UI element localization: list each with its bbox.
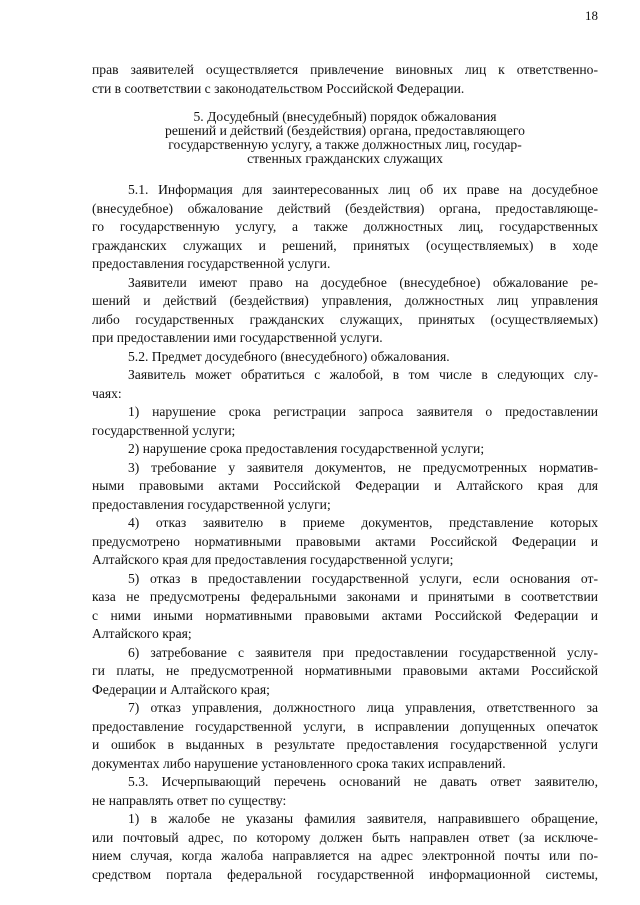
paragraph: [92, 181, 598, 274]
text-line: нием случая, когда жалоба направляется на адрес электронной почты или по-: [92, 848, 598, 863]
text-line: каза не предусмотрены федеральными законами и принятыми в соответствии: [92, 589, 598, 604]
text-line: Заявитель может обратиться с жалобой, в том числе в следующих слу-: [128, 367, 598, 382]
heading-line: государственную услугу, а также должностных лиц, государ-: [168, 137, 522, 152]
paragraph: [92, 644, 598, 700]
paragraph: [92, 699, 598, 773]
text-line: 5.1. Информация для заинтересованных лиц об их праве на досудебное: [128, 182, 598, 197]
paragraph: [92, 570, 598, 644]
text-line: прав заявителей осуществляется привлечение виновных лиц к ответственно-: [92, 62, 598, 77]
text-line: 4) отказ заявителю в приеме документов, представление которых: [128, 515, 598, 530]
text-line: с ними иными нормативными правовыми актами Российской Федерации и: [92, 607, 598, 623]
text-line: предоставления государственной услуги.: [92, 256, 331, 271]
text-line: либо государственных гражданских служащих, принятых (осуществляемых): [92, 311, 598, 327]
heading-line: решений и действий (бездействия) органа, предоставляющего: [165, 123, 525, 138]
text-line: при предоставлении ими государственной услуги.: [92, 330, 383, 345]
text-line: Федерации и Алтайского края;: [92, 681, 270, 697]
paragraph: [92, 403, 598, 440]
text-line: 1) в жалобе не указаны фамилия заявителя, направившего обращение,: [128, 811, 598, 826]
section-heading: [92, 110, 598, 166]
heading-line: ственных гражданских служащих: [247, 151, 443, 166]
text-line: Заявители имеют право на досудебное (внесудебное) обжалование ре-: [128, 274, 598, 290]
text-line: 5) отказ в предоставлении государственной услуги, если основания от-: [128, 570, 598, 586]
text-line: 3) требование у заявителя документов, не предусмотренных норматив-: [128, 459, 598, 475]
text-line: и ошибок в выданных в результате предоставления государственной услуги: [92, 737, 598, 752]
text-line: предусмотрено нормативными правовыми актами Российской Федерации и: [92, 533, 598, 549]
text-line: сти в соответствии с законодательством Российской Федерации.: [92, 80, 465, 96]
text-line: предоставление государственной услуги, в исправлении допущенных опечаток: [92, 718, 598, 734]
text-line: 6) затребование с заявителя при предоставлении государственной услу-: [128, 644, 598, 660]
page-number: 18: [585, 8, 598, 23]
text-line: не направлять ответ по существу:: [92, 792, 287, 808]
paragraph: [92, 440, 598, 459]
text-line: (внесудебное) обжалование действий (бездействия) органа, предоставляюще-: [92, 200, 598, 216]
text-line: го государственную услугу, а также должностных лиц, государственных: [92, 219, 598, 234]
text-line: ги платы, не предусмотренной нормативными правовыми актами Российской: [92, 663, 598, 678]
text-line: Алтайского края;: [92, 626, 192, 641]
text-line: 5.2. Предмет досудебного (внесудебного) обжалования.: [128, 348, 450, 364]
text-line: Алтайского края для предоставления государственной услуги;: [92, 552, 454, 567]
text-line: 2) нарушение срока предоставления государственной услуги;: [128, 441, 485, 456]
heading-line: 5. Досудебный (внесудебный) порядок обжалования: [193, 109, 497, 124]
paragraph: [92, 366, 598, 403]
section-body: [92, 181, 598, 884]
paragraph: [92, 773, 598, 810]
text-line: 7) отказ управления, должностного лица управления, ответственного за: [128, 700, 598, 715]
paragraph: [92, 810, 598, 884]
intro-paragraph: [92, 61, 598, 98]
paragraph: [92, 459, 598, 515]
paragraph: [92, 274, 598, 348]
text-line: чаях:: [92, 385, 122, 401]
text-line: гражданских служащих и решений, принятых (осуществляемых) в ходе: [92, 237, 598, 253]
text-line: предоставления государственной услуги;: [92, 496, 331, 512]
text-line: ными правовыми актами Российской Федерации и Алтайского края для: [92, 478, 598, 493]
text-line: средством портала федеральной государственной информационной системы,: [92, 866, 598, 882]
text-line: документах либо нарушение установленного срока таких исправлений.: [92, 755, 506, 771]
text-line: 1) нарушение срока регистрации запроса заявителя о предоставлении: [128, 404, 598, 419]
paragraph: [92, 348, 598, 367]
text-line: государственной услуги;: [92, 422, 236, 438]
text-line: или почтовый адрес, по которому должен быть направлен ответ (за исключе-: [92, 829, 598, 845]
text-line: шений и действий (бездействия) управления, должностных лиц управления: [92, 293, 598, 308]
paragraph: [92, 514, 598, 570]
text-line: 5.3. Исчерпывающий перечень оснований не давать ответ заявителю,: [128, 774, 598, 789]
